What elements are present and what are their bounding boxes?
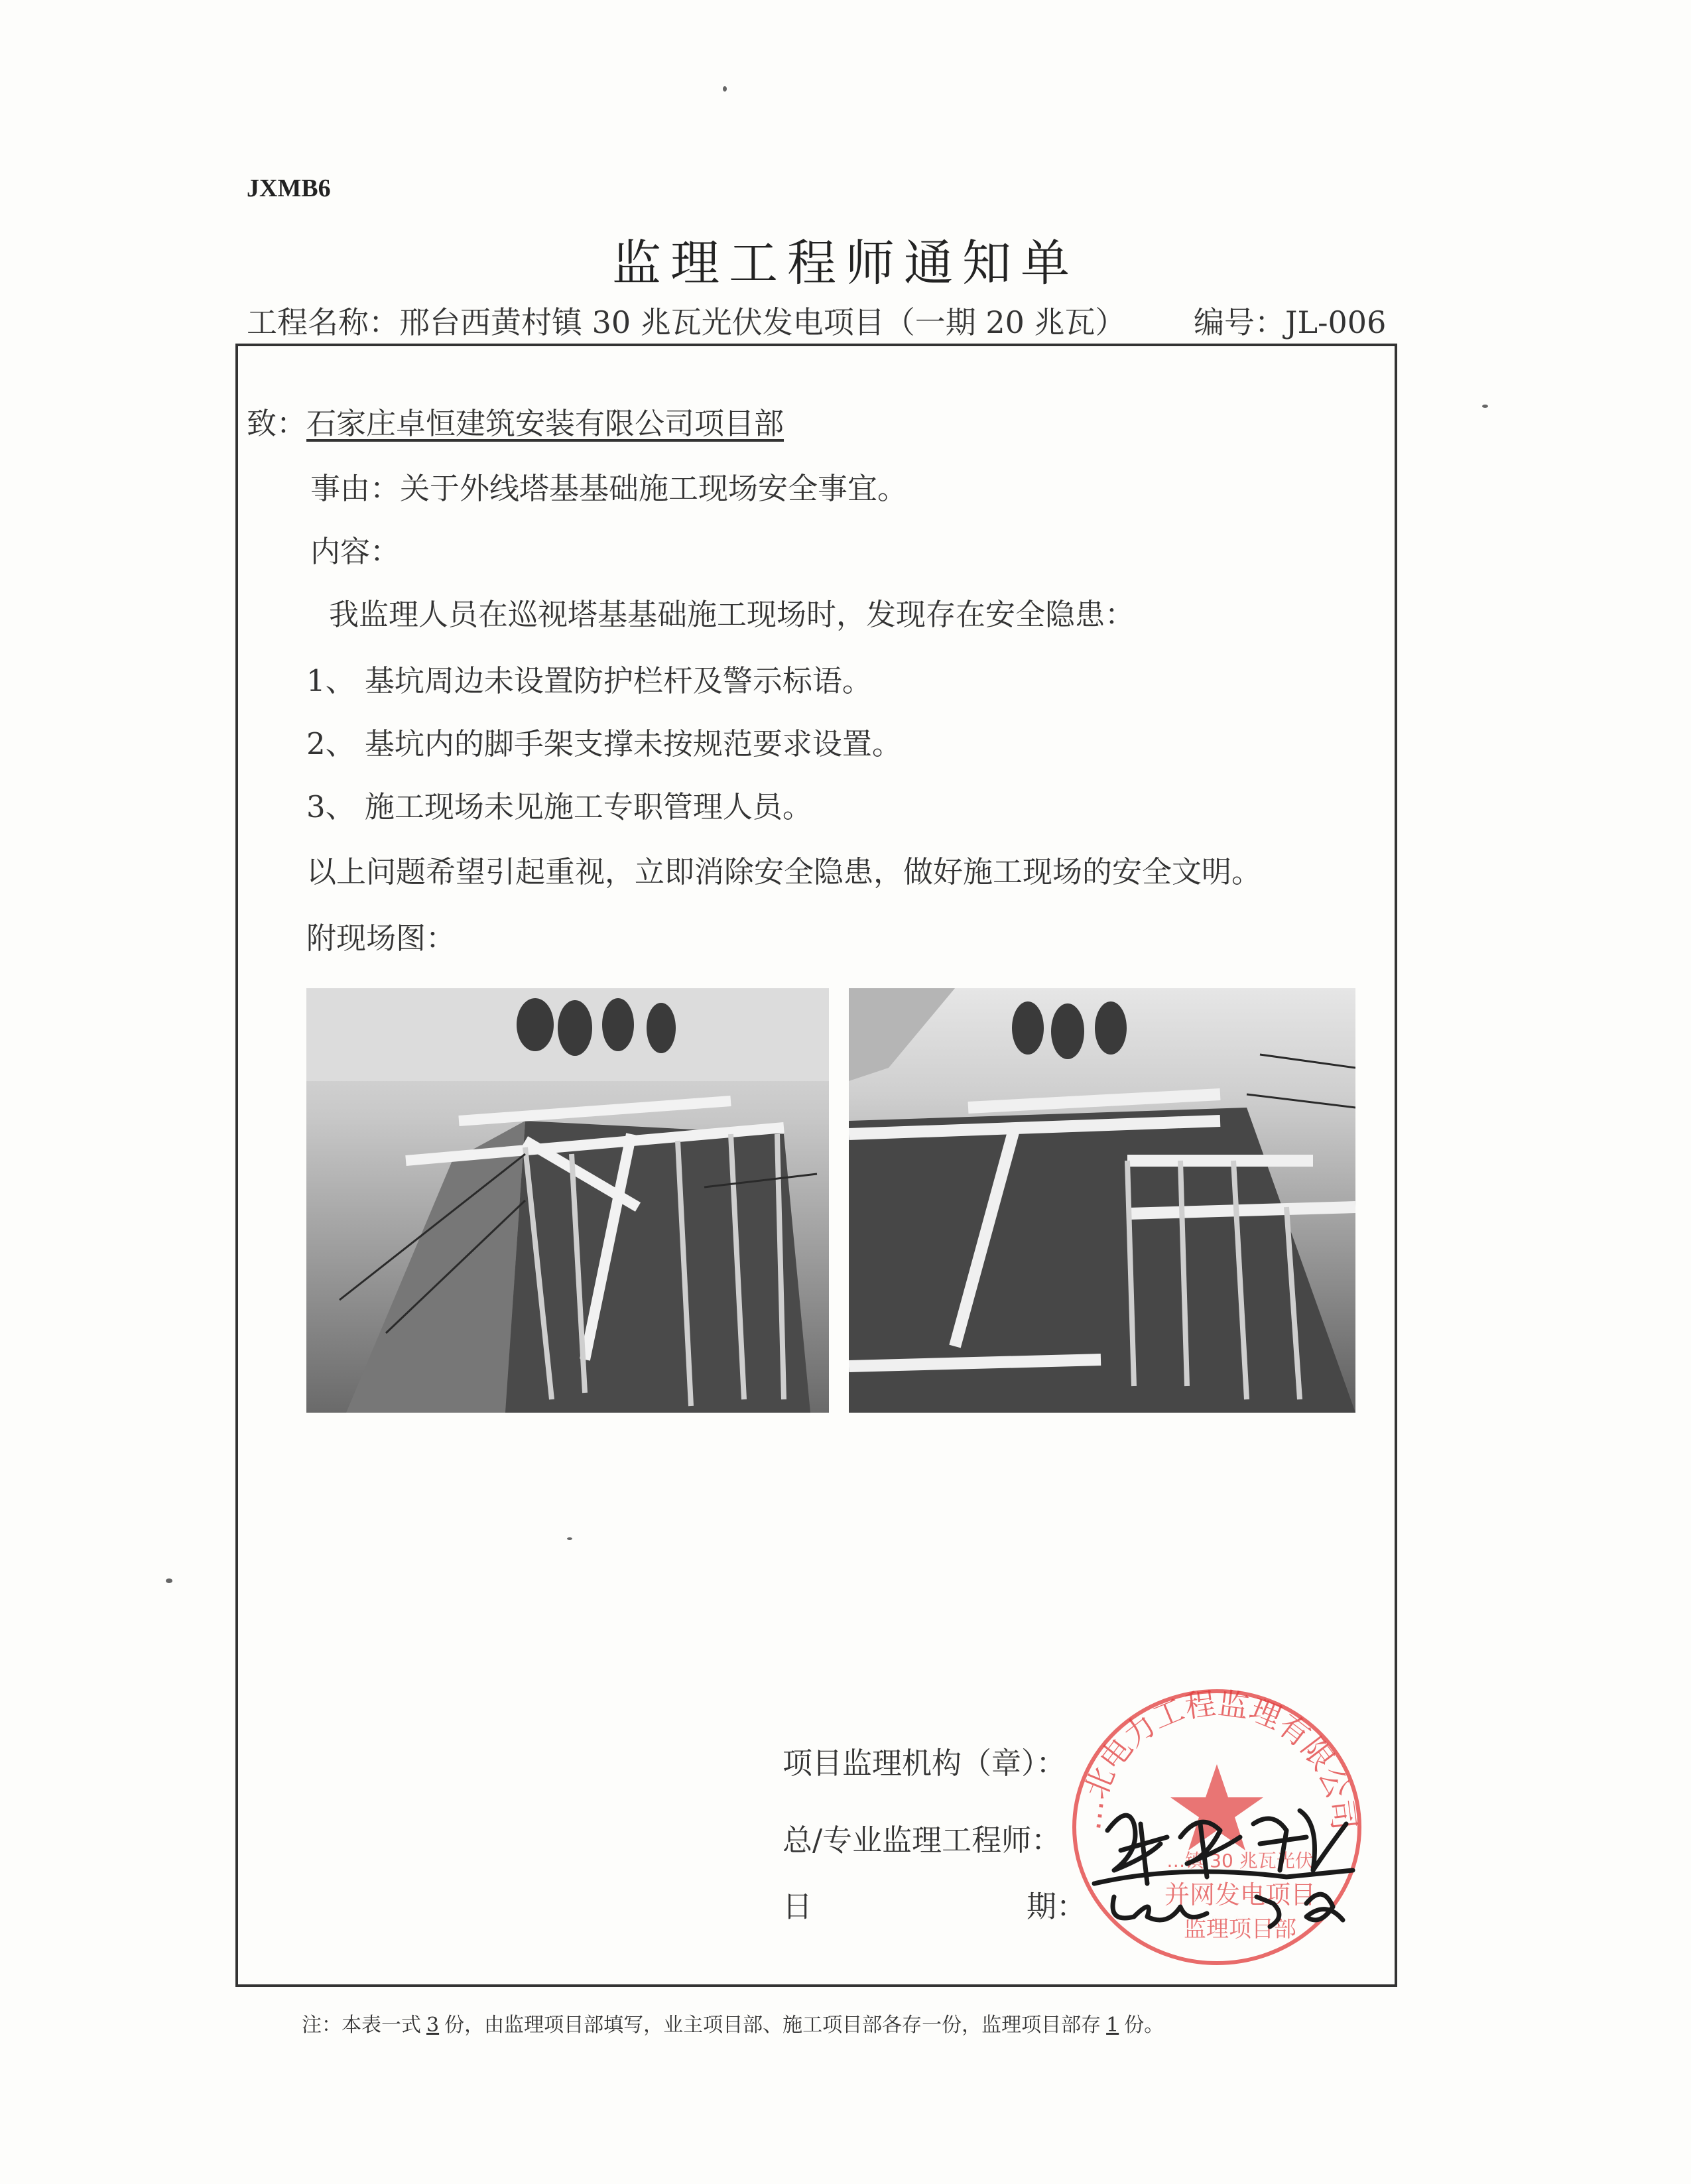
project-line: [247, 298, 1126, 342]
issue-item: 1、 基坑周边未设置防护栏杆及警示标语。: [306, 663, 872, 698]
issue-item: 2、 基坑内的脚手架支撑未按规范要求设置。: [306, 726, 902, 761]
seal-center-line: 并网发电项目: [1164, 1880, 1316, 1909]
recipient-line: [247, 399, 784, 442]
site-photo-right: [849, 988, 1355, 1413]
supervision-org-label: 项目监理机构（章）：: [783, 1746, 1066, 1781]
reason-line: 事由：关于外线塔基基础施工现场安全事宜。: [310, 471, 908, 506]
number-label: 编号：: [1194, 304, 1285, 340]
number-value: JL-006: [1285, 304, 1387, 340]
handwritten-signature: [1088, 1784, 1366, 1937]
footnote-prefix: 注：本表一式: [302, 2014, 421, 2037]
project-name: 邢台西黄村镇 30 兆瓦光伏发电项目（一期 20 兆瓦）: [399, 304, 1126, 340]
footnote-suffix: 份。: [1124, 2014, 1164, 2037]
issue-item: 3、 施工现场未见施工专职管理人员。: [306, 789, 812, 824]
scan-speck: [166, 1578, 172, 1583]
footnote: [302, 2008, 1164, 2037]
closing-paragraph: 以上问题希望引起重视，立即消除安全隐患，做好施工现场的安全文明。: [306, 854, 1262, 889]
recipient-name: 石家庄卓恒建筑安装有限公司项目部: [306, 406, 784, 441]
project-label: 工程名称：: [247, 304, 399, 340]
content-label: 内容：: [310, 534, 401, 569]
form-code: JXMB6: [247, 174, 331, 202]
copies-kept: 1: [1106, 2014, 1119, 2037]
scan-speck: [723, 86, 727, 92]
handwritten-date: [1199, 1913, 1255, 1922]
footnote-middle: 份，由监理项目部填写，业主项目部、施工项目部各存一份，监理项目部存: [444, 2014, 1101, 2037]
site-photo-left: [306, 988, 829, 1413]
document-title: 监理工程师通知单: [612, 235, 1079, 292]
seal-center-line: 监理项目部: [1184, 1916, 1296, 1943]
date-label-left: 日: [783, 1889, 813, 1924]
copies-total: 3: [426, 2014, 440, 2037]
recipient-label: 致：: [247, 406, 307, 441]
scan-speck: [567, 1537, 572, 1540]
document-number: [1194, 298, 1386, 342]
intro-paragraph: 我监理人员在巡视塔基基础施工现场时，发现存在安全隐患：: [329, 597, 1135, 632]
seal-ring-text: …北电力工程监理有限公司: [1071, 1685, 1363, 1832]
engineer-label: 总/专业监理工程师：: [783, 1823, 1062, 1858]
scan-speck: [1482, 405, 1488, 408]
attachment-label: 附现场图：: [306, 921, 456, 956]
seal-center-line: …镇 30 兆瓦光伏: [1166, 1850, 1314, 1872]
date-label-right: 期：: [1027, 1889, 1087, 1924]
